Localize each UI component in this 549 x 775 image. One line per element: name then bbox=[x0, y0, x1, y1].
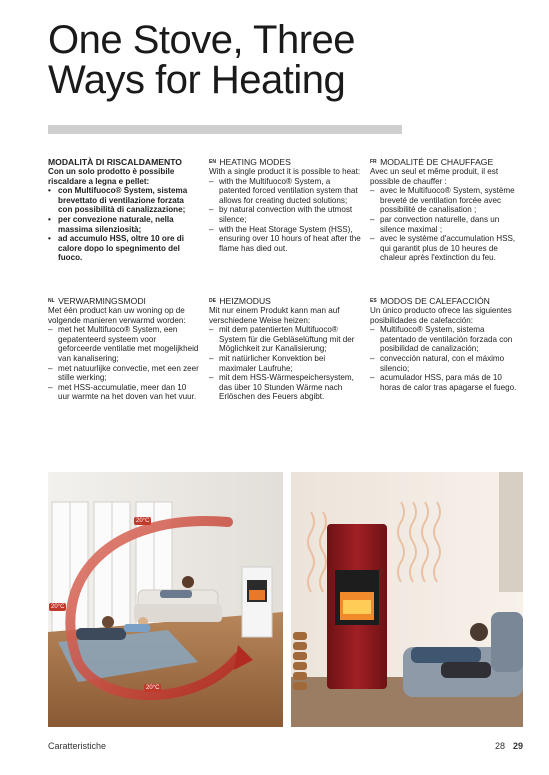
list-item: • ad accumulo HSS, oltre 10 ore di calore dopo lo spegnimento del fuoco. bbox=[48, 234, 200, 263]
section-heading bbox=[209, 157, 361, 167]
list-item: – convección natural, con el máximo silencio; bbox=[370, 354, 522, 373]
section-heading bbox=[370, 157, 522, 167]
heading-text: MODALITÉ DE CHAUFFAGE bbox=[380, 157, 494, 167]
title-line-2: Ways for Heating bbox=[48, 58, 346, 102]
section-list bbox=[209, 177, 361, 254]
section-spanish bbox=[370, 296, 522, 392]
list-item: • con Multifuoco® System, sistema brevettato di ventilazione forzata con possibilità di canalizzazione; bbox=[48, 186, 200, 215]
language-code: NL bbox=[48, 298, 55, 304]
section-list bbox=[370, 186, 522, 263]
section-italian bbox=[48, 157, 200, 263]
footer-section-label: Caratteristiche bbox=[48, 741, 107, 751]
list-item: – avec le Multifuoco® System, système breveté de ventilation forcée avec possibilité de canalisation ; bbox=[370, 186, 522, 215]
section-heading bbox=[48, 296, 200, 306]
section-french bbox=[370, 157, 522, 263]
section-intro: With a single product it is possible to heat: bbox=[209, 167, 361, 176]
section-intro: Con un solo prodotto è possibile riscaldare a legna e pellet: bbox=[48, 167, 175, 186]
section-intro: Avec un seul et même produit, il est possible de chauffer : bbox=[370, 167, 499, 186]
language-code: ES bbox=[370, 298, 377, 304]
section-intro: Mit nur einem Produkt kann man auf verschiedene Weise heizen: bbox=[209, 306, 340, 325]
section-heading bbox=[370, 296, 522, 306]
list-item: – with the Heat Storage System (HSS), ensuring over 10 hours of heat after the flame has died out. bbox=[209, 225, 361, 254]
living-room-illustration bbox=[48, 472, 283, 727]
language-code: EN bbox=[209, 159, 216, 165]
language-code: DE bbox=[209, 298, 216, 304]
heading-text: MODOS DE CALEFACCIÓN bbox=[380, 296, 490, 306]
list-item: – by natural convection with the utmost silence; bbox=[209, 205, 361, 224]
temperature-label-left: 20°C bbox=[51, 604, 65, 610]
list-item: • per convezione naturale, nella massima silenziosità; bbox=[48, 215, 200, 234]
section-intro: Met één product kan uw woning op de volgende manieren verwarmd worden: bbox=[48, 306, 186, 325]
list-item: – met natuurlijke convectie, met een zeer stille werking; bbox=[48, 364, 200, 383]
heading-text: HEATING MODES bbox=[219, 157, 291, 167]
section-intro: Un único producto ofrece las siguientes posibilidades de calefacción: bbox=[370, 306, 512, 325]
temperature-label-top: 20°C bbox=[136, 518, 150, 524]
section-list bbox=[48, 325, 200, 402]
section-english bbox=[209, 157, 361, 253]
list-item: – avec le système d'accumulation HSS, qui garantit plus de 10 heures de chaleur après l'extinction du feu. bbox=[370, 234, 522, 263]
heading-text: VERWARMINGSMODI bbox=[58, 296, 146, 306]
section-dutch bbox=[48, 296, 200, 402]
red-stove-illustration bbox=[291, 472, 523, 727]
heading-text: HEIZMODUS bbox=[219, 296, 271, 306]
page-number-right: 29 bbox=[512, 741, 523, 751]
footer-page-numbers bbox=[495, 741, 523, 751]
list-item: – met HSS-accumulatie, meer dan 10 uur warmte na het doven van het vuur. bbox=[48, 383, 200, 402]
section-list bbox=[370, 325, 522, 392]
list-item: – Multifuoco® System, sistema patentado de ventilación forzada con posibilidad de canalización; bbox=[370, 325, 522, 354]
section-heading: MODALITÀ DI RISCALDAMENTO bbox=[48, 157, 182, 167]
list-item: – mit dem patentierten Multifuoco® System für die Gebläselüftung mit der Möglichkeit zur Kanalisierung; bbox=[209, 325, 361, 354]
title-rule bbox=[48, 125, 402, 134]
section-heading bbox=[209, 296, 361, 306]
list-item: – met het Multifuoco® System, een gepatenteerd systeem voor geforceerde ventilatie met mogelijkheid van kanalisering; bbox=[48, 325, 200, 363]
photo-red-stove bbox=[291, 472, 523, 727]
title-line-1: One Stove, Three bbox=[48, 18, 355, 62]
list-item: – with the Multifuoco® System, a patented forced ventilation system that allows for creating ducted solutions; bbox=[209, 177, 361, 206]
photo-living-room bbox=[48, 472, 283, 727]
list-item: – mit dem HSS-Wärmespeichersystem, das über 10 Stunden Wärme nach Erlöschen des Feuers abgibt. bbox=[209, 373, 361, 402]
section-list bbox=[48, 186, 200, 263]
list-item: – par convection naturelle, dans un silence maximal ; bbox=[370, 215, 522, 234]
section-list bbox=[209, 325, 361, 402]
page-number-left: 28 bbox=[494, 741, 505, 751]
language-code: FR bbox=[370, 159, 377, 165]
list-item: – mit natürlicher Konvektion bei maximaler Laufruhe; bbox=[209, 354, 361, 373]
section-german bbox=[209, 296, 361, 402]
temperature-label-bottom: 20°C bbox=[146, 685, 160, 691]
page-title bbox=[48, 20, 518, 100]
list-item: – acumulador HSS, para más de 10 horas de calor tras apagarse el fuego. bbox=[370, 373, 522, 392]
